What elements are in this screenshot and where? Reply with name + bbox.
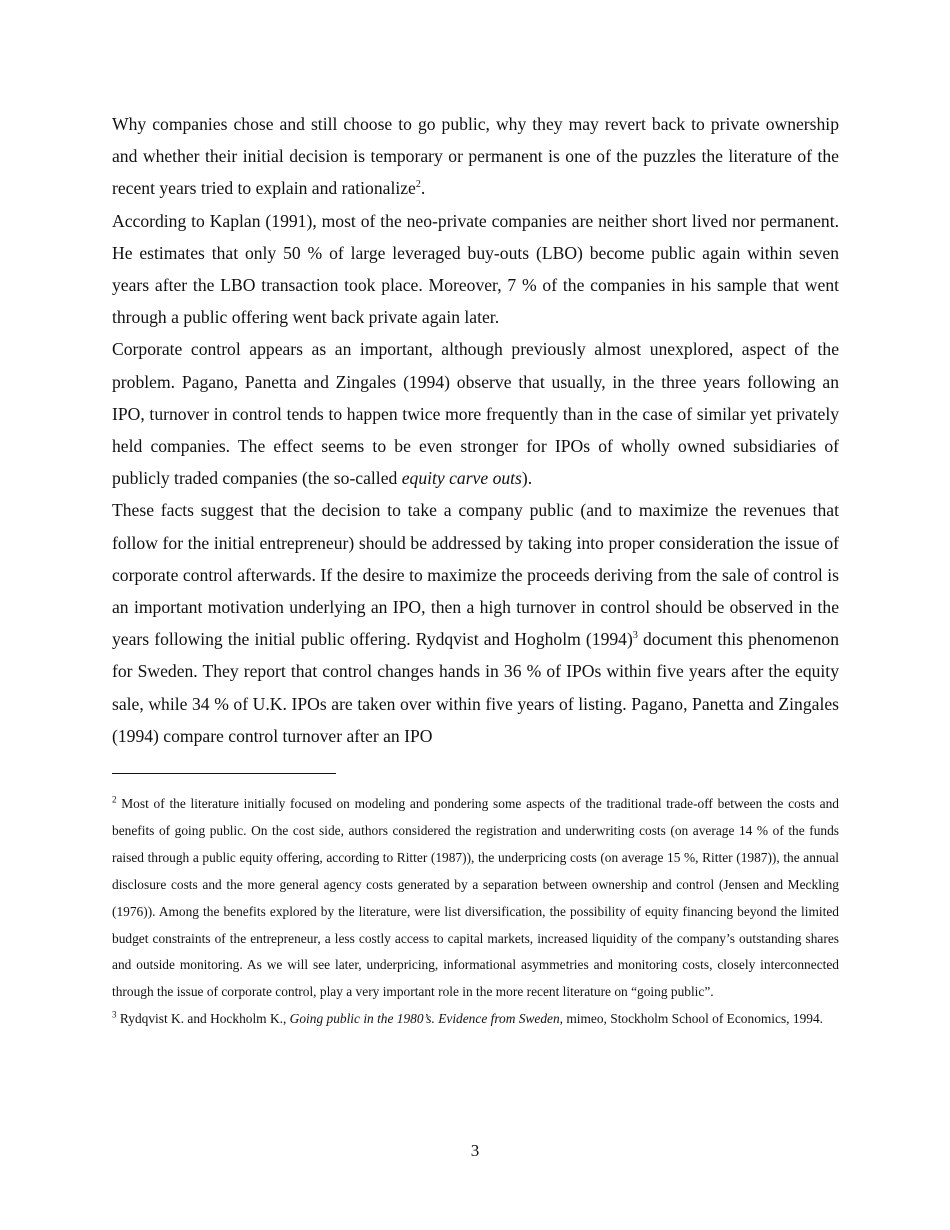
- footnote-separator: [112, 773, 336, 774]
- paragraph-2: According to Kaplan (1991), most of the neo-private companies are neither short lived nor permanent. He estimates that only 50 % of large leveraged buy-outs (LBO) become public again within seven years after the LBO transaction took place. Moreover, 7 % of the companies in his sample that went through a public offering went back private again later.: [112, 210, 839, 328]
- footnote-mark: 2: [112, 794, 117, 805]
- page-number: 3: [470, 1141, 480, 1160]
- citation-title: Going public in the 1980’s. Evidence from Sweden: [289, 1011, 560, 1027]
- footnote-ref-2[interactable]: 2: [415, 179, 421, 191]
- footnote-ref-3[interactable]: 3: [632, 630, 638, 642]
- paragraph-1: Why companies chose and still choose to go public, why they may revert back to private ownership and whether their initial decision is temporary or permanent is one of the puzzles the literature of the recent years tried to explain and rationalize$^2$.: [112, 114, 839, 199]
- paragraph-3: Corporate control appears as an important, although previously almost unexplored, aspect of the problem. Pagano, Panetta and Zingales (1994) observe that usually, in the three years following an IPO, turnover in control tends to happen twice more frequently than in the case of similar yet privately held companies. The effect seems to be even stronger for IPOs of wholly owned subsidiaries of publicly traded companies (the so-called equity carve outs).: [112, 339, 839, 489]
- footnote-mark: 3: [112, 1009, 117, 1020]
- footnotes: [112, 791, 839, 1033]
- footnote-2: $^2$ Most of the literature initially focused on modeling and pondering some aspects of the traditional trade-off between the costs and benefits of going public. On the cost side, authors considered the registration and underwriting costs (on average 14 % of the funds raised through a public equity offering, according to Ritter (1987)), the underpricing costs (on average 15 %, Ritter (1987)), the annual disclosure costs and the more general agency costs generated by a separation between ownership and control (Jensen and Meckling (1976)). Among the benefits explored by the literature, were list diversification, the possibility of equity financing beyond the limited budget constraints of the entrepreneur, a less costly access to capital markets, increased liquidity of the company’s outstanding shares and outside monitoring. As we will see later, underpricing, informational asymmetries and monitoring costs, closely interconnected through the issue of corporate control, play a very important role in the more recent literature on “going public”.: [112, 794, 839, 1000]
- footnote-3: $^3$ Rydqvist K. and Hockholm K., Going public in the 1980’s. Evidence from Sweden, mimeo, Stockholm School of Economics, 1994.: [112, 1009, 823, 1027]
- main-text: [112, 108, 839, 752]
- italic-term: equity carve outs: [401, 468, 522, 489]
- page-body: [112, 108, 839, 752]
- paragraph-4: These facts suggest that the decision to take a company public (and to maximize the revenues that follow for the initial entrepreneur) should be addressed by taking into proper consideration the issue of corporate control afterwards. If the desire to maximize the proceeds deriving from the sale of control is an important motivation underlying an IPO, then a high turnover in control should be observed in the years following the initial public offering. Rydqvist and Hogholm $(1994)^3$ document this phenomenon for Sweden. They report that control changes hands in 36 % of IPOs within five years after the equity sale, while 34 % of U.K. IPOs are taken over within five years of listing. Pagano, Panetta and Zingales (1994) compare control turnover after an IPO: [112, 500, 839, 746]
